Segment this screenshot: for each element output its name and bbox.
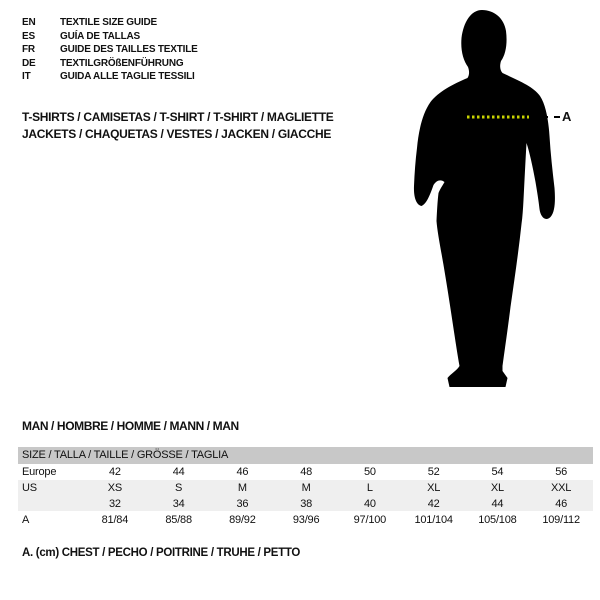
- table-cell: 93/96: [292, 514, 320, 526]
- measure-leader-line: [542, 116, 560, 118]
- measure-label-a: A: [562, 109, 572, 124]
- table-cell: XL: [427, 482, 441, 494]
- language-row: [22, 43, 198, 57]
- man-silhouette: [405, 5, 580, 390]
- language-row: [22, 70, 198, 84]
- table-cell: 46: [555, 497, 568, 510]
- language-label: GUIDA ALLE TAGLIE TESSILI: [60, 71, 195, 82]
- language-code: ES: [22, 30, 35, 42]
- man-silhouette-path: [414, 10, 555, 387]
- language-row: [22, 30, 198, 44]
- table-cell: XL: [490, 482, 504, 494]
- table-cell: 40: [363, 497, 376, 510]
- table-cell: 54: [491, 466, 504, 478]
- language-row: [22, 57, 198, 71]
- garment-categories: [22, 109, 334, 143]
- table-cell: 89/92: [229, 514, 256, 526]
- category-line-tshirts: T-SHIRTS / CAMISETAS / T-SHIRT / T-SHIRT / MAGLIETTE: [22, 110, 334, 124]
- table-cell: 52: [427, 466, 440, 478]
- table-row-chest-a: [18, 511, 593, 529]
- table-cell: 42: [108, 466, 121, 478]
- table-cell: 48: [300, 466, 313, 478]
- language-label: GUIDE DES TAILLES TEXTILE: [60, 44, 198, 55]
- category-line-jackets: JACKETS / CHAQUETAS / VESTES / JACKEN / GIACCHE: [22, 127, 332, 141]
- table-cell: 44: [172, 466, 185, 478]
- table-cell: 81/84: [101, 514, 129, 526]
- row-label: Europe: [22, 466, 57, 478]
- table-cell: 46: [236, 466, 249, 478]
- row-label: US: [22, 482, 37, 494]
- table-row-numeric: [18, 496, 593, 511]
- row-label: A: [22, 514, 30, 526]
- language-list: [22, 16, 198, 84]
- table-cell: 42: [427, 497, 440, 510]
- language-code: FR: [22, 44, 35, 55]
- table-cell: 50: [363, 466, 376, 478]
- table-cell: XXL: [551, 482, 572, 494]
- language-label: TEXTILGRÖßENFÜHRUNG: [60, 57, 184, 69]
- table-row-us: [18, 480, 593, 496]
- table-cell: 34: [172, 497, 185, 510]
- size-table: [18, 447, 593, 529]
- table-cell: 32: [108, 497, 121, 510]
- language-code: IT: [22, 71, 31, 82]
- table-cell: 109/112: [542, 514, 580, 526]
- table-cell: 36: [236, 497, 249, 510]
- table-cell: 44: [491, 497, 504, 510]
- table-cell: 38: [300, 497, 313, 510]
- measurement-footnote: A. (cm) CHEST / PECHO / POITRINE / TRUHE / PETTO: [22, 547, 301, 559]
- table-cell: 105/108: [478, 514, 517, 526]
- language-label: GUÍA DE TALLAS: [60, 30, 140, 42]
- language-code: DE: [22, 57, 36, 69]
- table-cell: 101/104: [414, 514, 453, 526]
- language-label: TEXTILE SIZE GUIDE: [60, 17, 157, 28]
- size-table-header: SIZE / TALLA / TAILLE / GRÖSSE / TAGLIA: [18, 447, 593, 464]
- language-code: EN: [22, 17, 36, 28]
- section-title-man: MAN / HOMBRE / HOMME / MANN / MAN: [22, 419, 239, 433]
- table-cell: XS: [107, 482, 123, 494]
- language-row: [22, 16, 198, 30]
- table-cell: M: [301, 482, 311, 494]
- table-cell: M: [237, 482, 247, 494]
- table-row-europe: [18, 464, 593, 480]
- table-cell: L: [366, 482, 373, 494]
- table-cell: 97/100: [353, 514, 387, 526]
- table-cell: S: [175, 482, 183, 494]
- table-cell: 56: [555, 466, 568, 478]
- table-cell: 85/88: [165, 514, 192, 526]
